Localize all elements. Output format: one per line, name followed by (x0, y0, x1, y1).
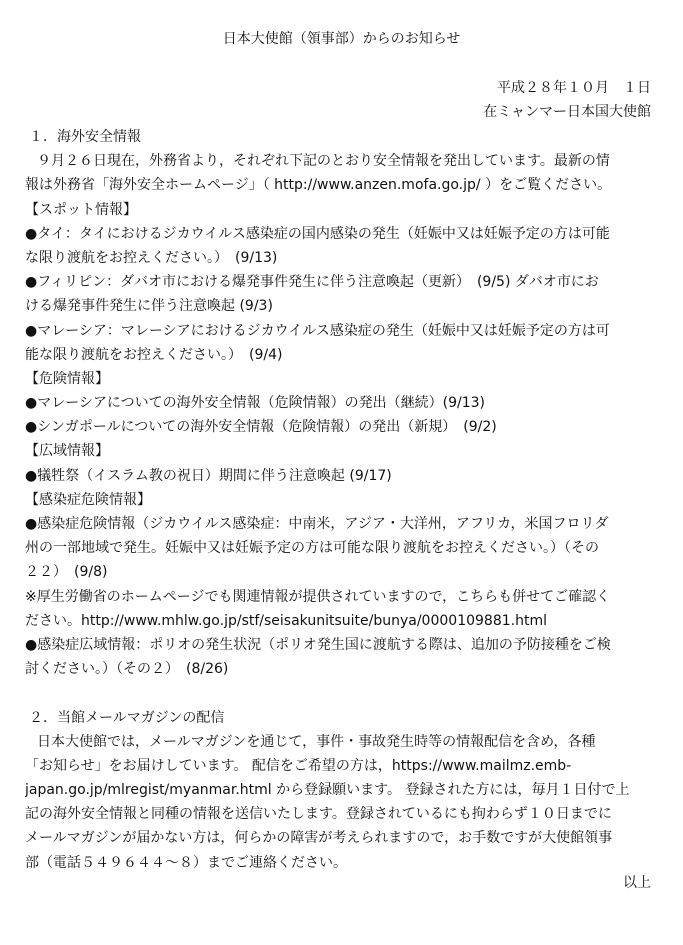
spot-info-line: ●フィリピン：ダバオ市における爆発事件発生に伴う注意喚起（更新） (9/5) ダバオ市にお (25, 274, 599, 291)
section-heading-safety: １．海外安全情報 (29, 129, 141, 145)
danger-info-line: ●マレーシアについての海外安全情報（危険情報）の発出（継続）(9/13) (25, 395, 486, 412)
section-heading-mail-magazine: ２．当館メールマガジンの配信 (29, 709, 225, 726)
document-date: 平成２８年１０月 １日 (497, 80, 651, 96)
issuing-organization: 在ミャンマー日本国大使館 (483, 104, 651, 120)
spot-info-line: な限り渡航をお控えください。） (9/13) (25, 249, 278, 266)
infection-info-line: ２２） (9/8) (25, 564, 108, 581)
spot-info-line: ●マレーシア：マレーシアにおけるジカウイルス感染症の発生（妊娠中又は妊娠予定の方は可 (25, 322, 610, 339)
wide-area-info-line: ●犠牲祭（イスラム教の祝日）期間に伴う注意喚起 (9/17) (25, 467, 392, 484)
infection-info-line: ●感染症危険情報（ジカウイルス感染症：中南米，アジア・大洋州，アフリカ，米国フロリダ (25, 516, 609, 532)
intro-line-1: ９月２６日現在，外務省より，それぞれ下記のとおり安全情報を発出しています。最新の情 (37, 153, 610, 170)
mail-magazine-line: 記の海外安全情報と同種の情報を送信いたします。登録されているにも拘わらず１０日までに (25, 806, 612, 823)
infection-info-line: ※厚生労働省のホームページでも関連情報が提供されていますので，こちらも併せてご確認く (25, 588, 611, 605)
section-spacer (25, 681, 655, 705)
mail-magazine-line: 日本大使館では，メールマガジンを通じて，事件・事故発生時等の情報配信を含め，各種 (37, 733, 596, 750)
mail-magazine-line: japan.go.jp/mlregist/myanmar.html から登録願います。 登録された方には，毎月１日付で上 (25, 782, 630, 799)
wide-area-info-label: 【広域情報】 (25, 443, 109, 460)
mail-magazine-line: 「お知らせ」をお届けしています。 配信をご希望の方は，https://www.mailmz.emb- (25, 757, 572, 774)
document-body (25, 125, 655, 875)
closing-remark: 以上 (623, 875, 651, 891)
spot-info-line: 能な限り渡航をお控えください。） (9/4) (25, 346, 283, 363)
danger-info-label: 【危険情報】 (25, 370, 109, 387)
danger-info-line: ●シンガポールについての海外安全情報（危険情報）の発出（新規） (9/2) (25, 419, 497, 436)
infection-info-line: ●感染症広域情報：ポリオの発生状況（ポリオ発生国に渡航する際は、追加の予防接種をご検 (25, 636, 611, 653)
mail-magazine-line: 部（電話５４９６４４～８）までご連絡ください。 (25, 854, 347, 871)
infection-info-label: 【感染症危険情報】 (25, 491, 151, 508)
document-title: 日本大使館（領事部）からのお知らせ (222, 31, 461, 47)
spot-info-line: ●タイ：タイにおけるジカウイルス感染症の国内感染の発生（妊娠中又は妊娠予定の方は可能 (25, 225, 610, 242)
mail-magazine-line: メールマガジンが届かない方は，何らかの障害が考えられますので，お手数ですが大使館領事 (25, 830, 613, 847)
infection-info-line: ださい。http://www.mhlw.go.jp/stf/seisakunitsuite/bunya/0000109881.html (25, 612, 547, 629)
infection-info-line: 州の一部地域で発生。妊娠中又は妊娠予定の方は可能な限り渡航をお控えください。）（その (25, 540, 599, 557)
intro-line-2: 報は外務省「海外安全ホームページ」（ http://www.anzen.mofa.go.jp/ ）をご覧ください。 (25, 177, 612, 194)
spot-info-line: ける爆発事件発生に伴う注意喚起 (9/3) (25, 298, 273, 315)
spot-info-label: 【スポット情報】 (25, 201, 137, 218)
infection-info-line: 討ください。）（その２） (8/26) (25, 661, 229, 678)
